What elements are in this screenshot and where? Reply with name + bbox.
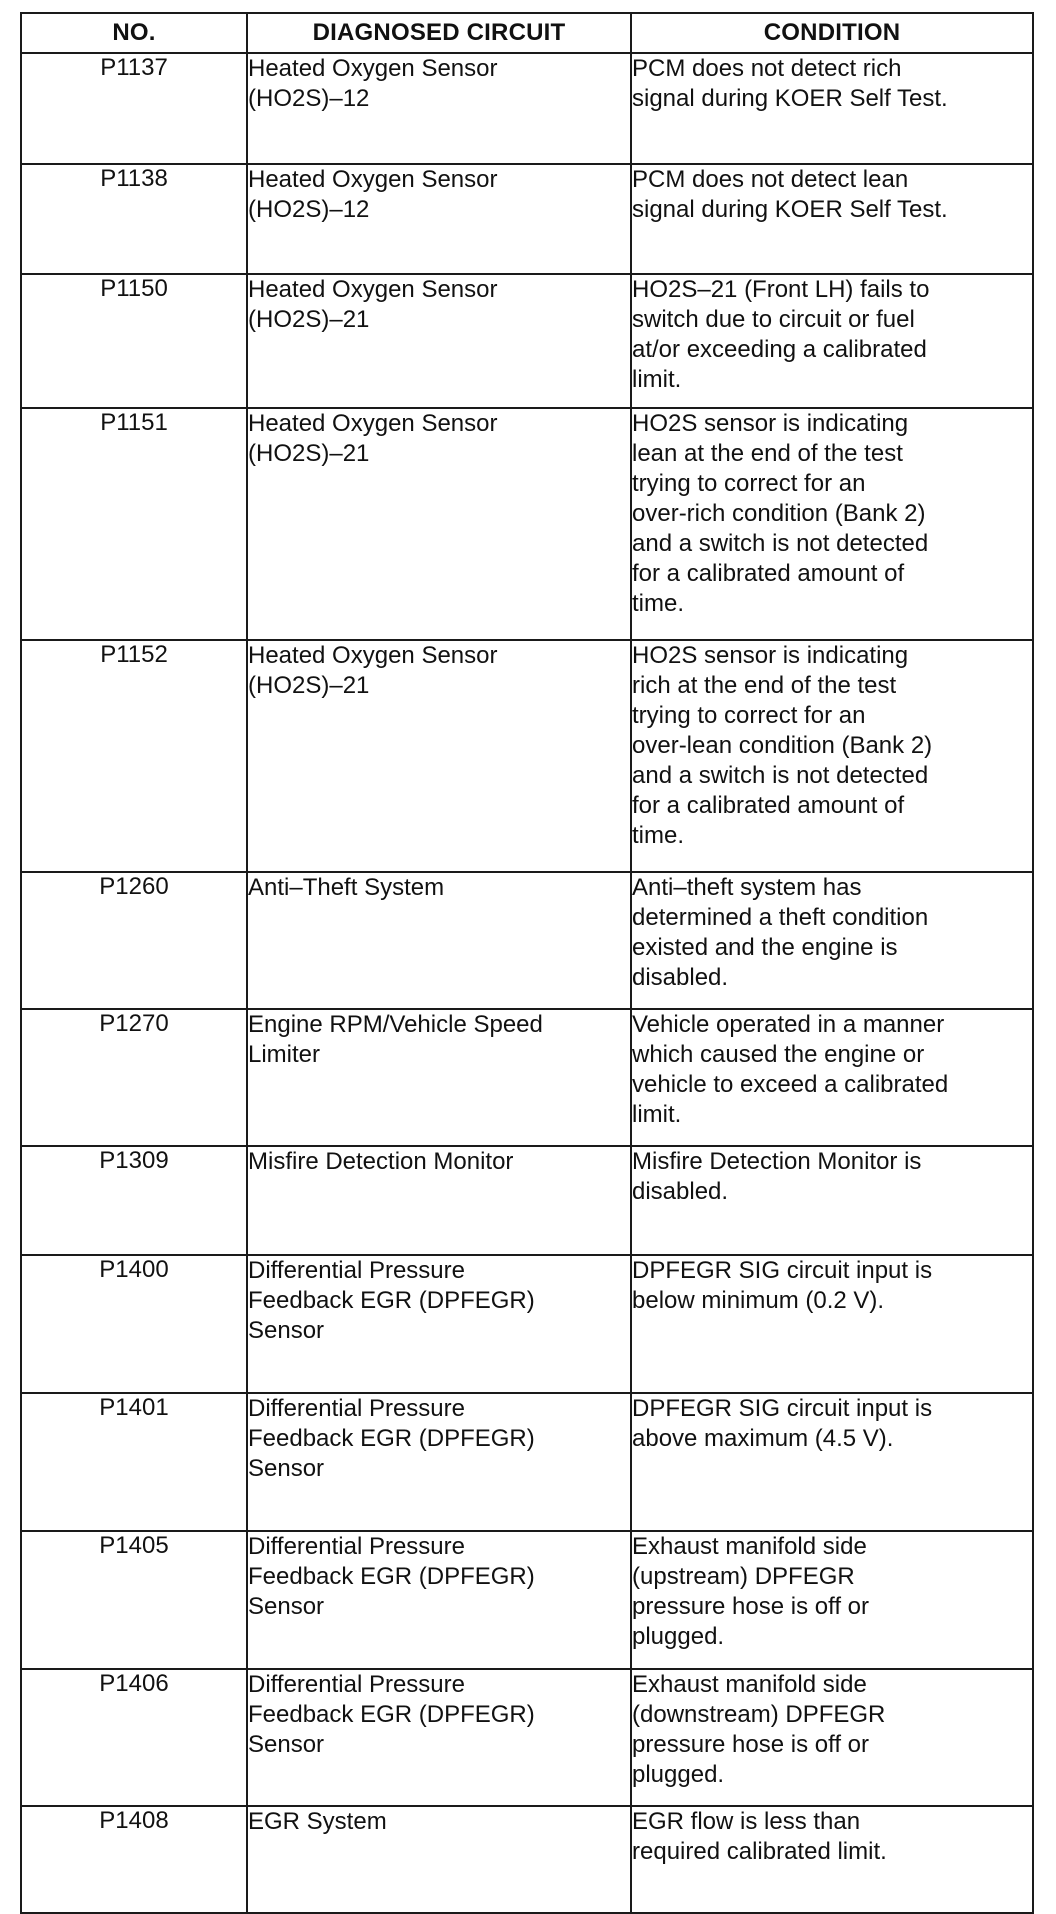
circuit-cell: Differential Pressure Feedback EGR (DPFEGR) Sensor: [247, 1669, 631, 1806]
condition-cell: Exhaust manifold side (upstream) DPFEGR pressure hose is off or plugged.: [631, 1531, 1033, 1669]
condition-cell: EGR flow is less than required calibrated limit.: [631, 1806, 1033, 1913]
circuit-cell: Engine RPM/Vehicle Speed Limiter: [247, 1009, 631, 1146]
code-cell: P1400: [21, 1255, 247, 1393]
table-row: [21, 1146, 1033, 1255]
code-cell: P1270: [21, 1009, 247, 1146]
header-diagnosed-circuit: DIAGNOSED CIRCUIT: [247, 13, 631, 53]
code-cell: P1152: [21, 640, 247, 872]
code-cell: P1408: [21, 1806, 247, 1913]
table-row: [21, 1806, 1033, 1913]
condition-cell: PCM does not detect lean signal during KOER Self Test.: [631, 164, 1033, 274]
code-cell: P1260: [21, 872, 247, 1009]
code-cell: P1150: [21, 274, 247, 408]
circuit-cell: Misfire Detection Monitor: [247, 1146, 631, 1255]
condition-cell: Vehicle operated in a manner which caused the engine or vehicle to exceed a calibrated limit.: [631, 1009, 1033, 1146]
table-row: [21, 408, 1033, 640]
table-row: [21, 164, 1033, 274]
header-no: NO.: [21, 13, 247, 53]
condition-cell: Exhaust manifold side (downstream) DPFEGR pressure hose is off or plugged.: [631, 1669, 1033, 1806]
condition-cell: Anti–theft system has determined a theft condition existed and the engine is disabled.: [631, 872, 1033, 1009]
circuit-cell: Differential Pressure Feedback EGR (DPFEGR) Sensor: [247, 1255, 631, 1393]
circuit-cell: Heated Oxygen Sensor (HO2S)–21: [247, 640, 631, 872]
circuit-cell: EGR System: [247, 1806, 631, 1913]
header-condition: CONDITION: [631, 13, 1033, 53]
table-row: [21, 1669, 1033, 1806]
code-cell: P1405: [21, 1531, 247, 1669]
code-cell: P1137: [21, 53, 247, 164]
table-row: [21, 274, 1033, 408]
condition-cell: HO2S–21 (Front LH) fails to switch due to circuit or fuel at/or exceeding a calibrated limit.: [631, 274, 1033, 408]
circuit-cell: Differential Pressure Feedback EGR (DPFEGR) Sensor: [247, 1531, 631, 1669]
table-row: [21, 53, 1033, 164]
circuit-cell: Differential Pressure Feedback EGR (DPFEGR) Sensor: [247, 1393, 631, 1531]
circuit-cell: Heated Oxygen Sensor (HO2S)–21: [247, 274, 631, 408]
condition-cell: PCM does not detect rich signal during KOER Self Test.: [631, 53, 1033, 164]
circuit-cell: Anti–Theft System: [247, 872, 631, 1009]
table-row: [21, 640, 1033, 872]
table-row: [21, 1009, 1033, 1146]
circuit-cell: Heated Oxygen Sensor (HO2S)–12: [247, 53, 631, 164]
condition-cell: Misfire Detection Monitor is disabled.: [631, 1146, 1033, 1255]
table-row: [21, 872, 1033, 1009]
condition-cell: HO2S sensor is indicating lean at the end of the test trying to correct for an over-rich condition (Bank 2) and a switch is not detected for a calibrated amount of time.: [631, 408, 1033, 640]
circuit-cell: Heated Oxygen Sensor (HO2S)–21: [247, 408, 631, 640]
table-row: [21, 1531, 1033, 1669]
condition-cell: DPFEGR SIG circuit input is below minimum (0.2 V).: [631, 1255, 1033, 1393]
code-cell: P1151: [21, 408, 247, 640]
table-row: [21, 1393, 1033, 1531]
condition-cell: HO2S sensor is indicating rich at the end of the test trying to correct for an over-lean condition (Bank 2) and a switch is not detected for a calibrated amount of time.: [631, 640, 1033, 872]
circuit-cell: Heated Oxygen Sensor (HO2S)–12: [247, 164, 631, 274]
table-header-row: [21, 13, 1033, 53]
code-cell: P1138: [21, 164, 247, 274]
diagnostic-code-table: [20, 12, 1034, 1914]
table-row: [21, 1255, 1033, 1393]
code-cell: P1406: [21, 1669, 247, 1806]
code-cell: P1401: [21, 1393, 247, 1531]
condition-cell: DPFEGR SIG circuit input is above maximum (4.5 V).: [631, 1393, 1033, 1531]
code-cell: P1309: [21, 1146, 247, 1255]
